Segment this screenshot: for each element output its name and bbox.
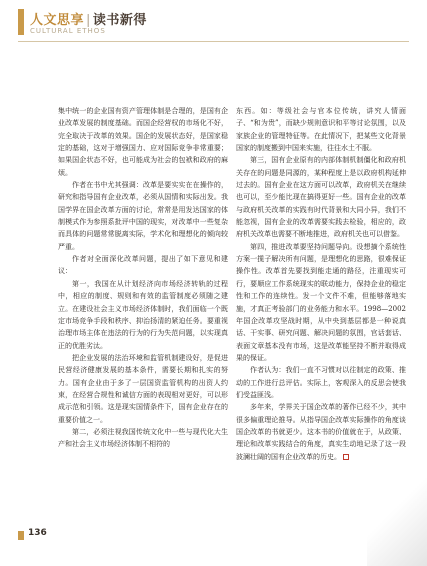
paragraph: 第三，国有企业原有的内部体制机制僵化和政府机关存在的问题是同源的，某种程度上是以政府机构延伸过去的。国有企业在这方面可以改革，政府机关在继续也可以，至少能比现在搞得更好一些。国有企业的改革与政府机关改革的实践有时代背景和大同小异，我们不能忽视，国有企业的改革需要实践去检验，相应的，政府机关改革也需要不断地推进，政府机关也可以借鉴。 <box>236 156 406 239</box>
right-text-column <box>236 105 406 463</box>
paragraph: 作者在书中尤其强调：改革是要实实在在操作的，研究和指导国有企业改革，必须从国情和实际出发。我国学界在国企改革方面的讨论，常常是用发达国家的体制模式作为参照系批评中国的现实，对改革中一些复杂而具体的问题常常脱离实际，学术化和理想化的倾向较严重。 <box>58 181 228 251</box>
page-corner-shadow <box>367 476 427 566</box>
paragraph: 作者认为：我们一直不习惯对以往制定的政策、推动的工作进行总评估。实际上，客观深入的反思会使我们受益匪浅。 <box>236 366 406 399</box>
paragraph: 第四，推进改革要坚持问题导向。设想摘个系统性方案一揽子解决所有问题，是理想化的思路，很难保证操作性。改革首先要找到能走通的路径，注重现实可行，要顺应工作系统现实的联动能力，保持企业的稳定性和工作的连续性。发一个文件不难，但能够落地实施，才真正考验部门的业务能力和水平。1998—2002年国企改革攻坚战时期，从中央到基层都是一种说真话、干实事、研究问题、解决问题的氛围，官话套话、表面文章基本没有市场，这是改革能坚持不断并取得成果的保证。 <box>236 242 406 362</box>
page-footer <box>0 528 427 546</box>
header-accent-bar <box>18 9 24 35</box>
paragraph: 第一，我国在从计划经济向市场经济转轨的过程中，相应的制度、规则和有效的监管制度必须随之建立。在建设社会主义市场经济体制时，我们面临一个既定市场竞争手段和秩序、抑治扬清的紧迫任务。要重视治理市场主体在违法的行为的行为失范问题，以实现真正的优胜劣汰。 <box>58 279 228 350</box>
end-of-article-mark <box>343 454 349 460</box>
column-name: 读书新得 <box>92 13 147 28</box>
page-number: 136 <box>28 528 47 538</box>
paragraph: 第二，必须注视我国传统文化中一些与现代化大生产和社会主义市场经济体制不相符的 <box>58 427 228 449</box>
header-title <box>30 9 147 28</box>
title-separator: | <box>86 13 91 28</box>
section-name: 人文思享 <box>30 13 85 28</box>
paragraph: 把企业发展的法治环境和监管机制建设好，是促进民营经济健康发展的基本条件，需要长期和扎实的努力。国有企业由于多了一层国资监管机构的出资人约束，在经营合规性和诚信方面的表现相对更好，可以形成示范和引领。这是现实国情条件下，国有企业存在的重要价值之一。 <box>58 353 228 424</box>
paragraph: 多年来，学界关于国企改革的著作已经不少，其中很多偏重理论推导。从指导国企改革实际操作的角度谈国企改革的书就更少。这本书的价值就在于，从政策、理论和改革实践结合的角度，真实生动地记录了这一段波澜壮阔的国有企业改革的历史。 <box>236 403 406 461</box>
paragraph: 东西。如：等级社会与官本位传统，讲究人情面子、“和为贵”，而缺少规则意识和平等讨论氛围，以及家族企业的管理特征等。在此情况下，把某些文化背景国家的制度搬到中国来实施，往往水土不服。 <box>236 107 406 153</box>
paragraph: 集中统一的企业国有资产管理体制是合理的，是国有企业改革发展的制度基础。而国企经营权的市场化不好，完全取决于改革的效果。国企的发展状态好，是国家稳定的基础，这对于增强国力、应对国际竞争非常重要；如果国企状态不好，也可能成为社会的包袱和政府的麻烦。 <box>58 107 228 177</box>
footer-accent-bar <box>18 531 24 540</box>
header-subtitle: CULTURAL ETHOS <box>30 27 106 35</box>
left-text-column <box>58 105 228 451</box>
header-rule <box>18 41 409 42</box>
paragraph: 作者对全面深化改革问题，提出了如下意见和建议： <box>58 255 228 276</box>
page-header <box>0 0 427 42</box>
